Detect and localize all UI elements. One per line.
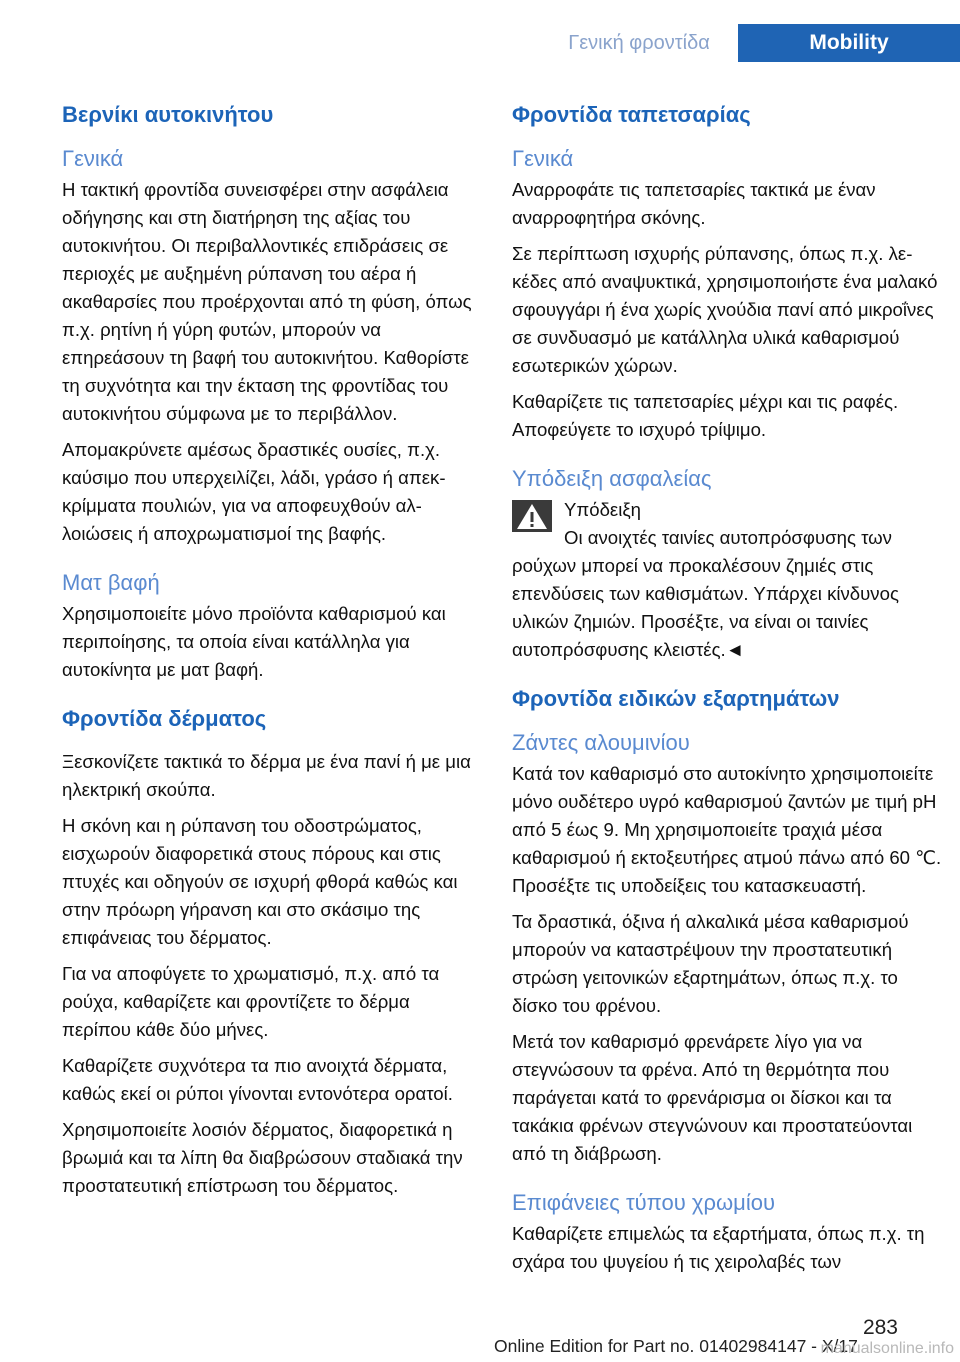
paragraph: Καθαρίζετε τις ταπετσαρίες μέχρι και τις ραφές. Αποφεύγετε το ισχυρό τρίψιμο.: [512, 391, 899, 440]
watermark: manualsonline.info: [820, 1340, 954, 1357]
warning-box: [512, 496, 942, 664]
warning-text: Οι ανοιχτές ταινίες αυτοπρόσφυσης των ρούχων μπορεί να προκαλέσουν ζημιές στις επενδύσεις των καθισμάτων. Υπάρχει κίνδυνος υλικών ζημιών. Προσέξτε, να είναι οι ταινίες αυτοπρόσφυσης κλειστές.◄: [512, 527, 899, 660]
paragraph: Για να αποφύγετε το χρωματισμό, π.χ. από τα ρούχα, καθαρίζετε και φροντίζετε το δέρμα περίπου κάθε δύο μήνες.: [62, 963, 440, 1040]
paragraph: Καθαρίζετε επιμελώς τα εξαρτήματα, όπως π.χ. τη σχάρα του ψυγείου ή τις χειρολαβές των: [512, 1223, 925, 1272]
page-number: 283: [862, 1316, 898, 1339]
section-title-paint: Βερνίκι αυτοκινήτου: [62, 102, 274, 127]
section-safety-note: [512, 464, 942, 664]
section-chrome: [512, 1188, 942, 1276]
section-paint: [62, 100, 482, 548]
paragraph: Η τακτική φροντίδα συνεισφέρει στην ασφάλεια οδήγησης και στη διατήρηση της αξίας του αυτοκινήτου. Οι περιβαλλοντικές επιδράσεις σε περιοχές με αυξημένη ρύπανση του αέρα ή ακαθαρσίες που προέρχονται από τη φύση, όπως π.χ. ρητίνη ή γύρη φυτών, μπορούν να επηρεάσουν τη βαφή του αυτοκινήτου. Καθορίστε τη συχνότητα και την έκταση της φροντίδας του αυτοκινήτου σύμφωνα με το περιβάλλον.: [62, 179, 472, 424]
section-matt-paint: [62, 568, 482, 684]
section-upholstery: [512, 100, 942, 444]
paragraph: Μετά τον καθαρισμό φρενάρετε λίγο για να στεγνώσουν τα φρένα. Από τη θερμότητα που παράγεται κατά το φρενάρισμα οι δίσκοι και τα τακάκια φρένων στεγνώνουν και προστατεύονται από τη διάβρωση.: [512, 1031, 913, 1164]
online-edition-note: Online Edition for Part no. 01402984147 - X/17: [494, 1336, 858, 1356]
paragraph: Καθαρίζετε συχνότερα τα πιο ανοιχτά δέρματα, καθώς εκεί οι ρύποι γίνονται εντονότερα ορατοί.: [62, 1055, 453, 1104]
paragraph: Απομακρύνετε αμέσως δραστικές ουσίες, π.χ. καύσιμο που υπερχειλίζει, λάδι, γράσο ή απεκκρίμματα πουλιών, για να αποφευχθούν αλλοιώσεις ή αποχρωματισμοί της βαφής.: [62, 439, 446, 544]
subheading-general: Γενικά: [62, 146, 124, 171]
section-leather: [62, 704, 482, 1200]
paragraph: Σε περίπτωση ισχυρής ρύπανσης, όπως π.χ. λεκέδες από αναψυκτικά, χρησιμοποιήστε ένα μαλακό σφουγγάρι ή ένα χωρίς χνούδια πανί από μικροΐνες σε συνδυασμό με κατάλληλα υλικά καθαρισμού εσωτερικών χώρων.: [512, 243, 938, 376]
breadcrumb[interactable]: Γενική φροντίδα: [568, 32, 710, 54]
paragraph: Χρησιμοποιείτε λοσιόν δέρματος, διαφορετικά η βρωμιά και τα λίπη θα διαβρώσουν σταδιακά την προστατευτική επίστρωση του δέρματος.: [62, 1119, 463, 1196]
paragraph: Τα δραστικά, όξινα ή αλκαλικά μέσα καθαρισμού μπορούν να καταστρέψουν την προστατευτική στρώση γειτονικών εξαρτημάτων, όπως π.χ. το δίσκο του φρένου.: [512, 911, 909, 1016]
section-title-upholstery: Φροντίδα ταπετσαρίας: [512, 102, 751, 127]
subheading-chrome: Επιφάνειες τύπου χρωμίου: [512, 1190, 775, 1215]
section-title-special: Φροντίδα ειδικών εξαρτημάτων: [512, 686, 840, 711]
right-column: [512, 100, 942, 1296]
paragraph: Η σκόνη και η ρύπανση του οδοστρώματος, εισχωρούν διαφορετικά στους πόρους και στις πτυχές και οδηγούν σε ισχυρή φθορά καθώς και στην πρόωρη γήρανση και στο σκάσιμο της επιφάνειας του δέρματος.: [62, 815, 458, 948]
left-column: [62, 100, 482, 1220]
subheading-safety: Υπόδειξη ασφαλείας: [512, 466, 712, 491]
paragraph: Χρησιμοποιείτε μόνο προϊόντα καθαρισμού και περιποίησης, τα οποία είναι κατάλληλα για αυτοκίνητα με ματ βαφή.: [62, 603, 446, 680]
warning-icon: [512, 500, 552, 532]
section-special-parts: [512, 684, 942, 1168]
page-header: [0, 0, 960, 85]
tab-mobility[interactable]: Mobility: [738, 24, 960, 62]
warning-label: Υπόδειξη: [564, 499, 642, 520]
subheading-matt: Ματ βαφή: [62, 570, 160, 595]
paragraph: Αναρροφάτε τις ταπετσαρίες τακτικά με έναν αναρροφητήρα σκόνης.: [512, 179, 876, 228]
subheading-alloy-wheels: Ζάντες αλουμινίου: [512, 730, 690, 755]
section-title-leather: Φροντίδα δέρματος: [62, 706, 267, 731]
subheading-general: Γενικά: [512, 146, 574, 171]
paragraph: Κατά τον καθαρισμό στο αυτοκίνητο χρησιμοποιείτε μόνο ουδέτερο υγρό καθαρισμού ζαντών με τιμή pH από 5 έως 9. Μη χρησιμοποιείτε τραχιά μέσα καθαρισμού ή εκτοξευτήρες ατμού πάνω από 60 ℃. Προσέξτε τις υποδείξεις του κατασκευαστή.: [512, 763, 942, 896]
paragraph: Ξεσκονίζετε τακτικά το δέρμα με ένα πανί ή με μια ηλεκτρική σκούπα.: [62, 751, 471, 800]
